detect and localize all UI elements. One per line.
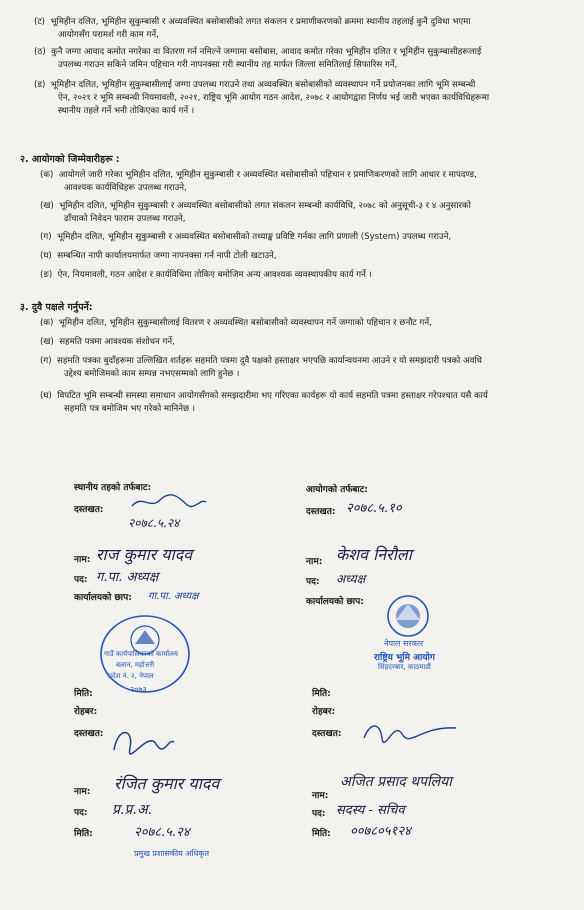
commission-witness-date-value: ००७८०५१२४ xyxy=(350,824,411,839)
commission-witness-label: रोहबर: xyxy=(312,707,336,717)
local-witness-signature-label: दस्तखत: xyxy=(74,729,104,739)
local-seal-line-4: २०७३ xyxy=(130,685,147,694)
commission-witness-post-label: पद: xyxy=(312,809,326,819)
commission-witness-name-value: अजित प्रसाद थपलिया xyxy=(340,774,452,790)
sec2-item-ka: (क) आयोगले जारी गरेका भूमिहीन दलित, भूमिहीन सुकुम्बासी र अव्यवस्थित बसोबासीको पहिचान र प्रमाणिकरणको लागि आधार र मापदण्ड, आवश्यक कार्यविधिहरू उपलब्ध गराउने, xyxy=(40,170,477,193)
local-signature-label: दस्तखत: xyxy=(74,505,104,515)
commission-seal-line-1: नेपाल सरकार xyxy=(384,639,424,648)
local-seal-line-3: प्रदेश नं. २, नेपाल xyxy=(108,672,154,680)
section3-heading: ३. दुवै पक्षले गर्नुपर्ने: xyxy=(20,302,93,313)
sec2-item-kha: (ख) भूमिहीन दलित, भूमिहीन सुकुम्बासी र अव्यवस्थित बसोबासीको लगत संकलन सम्बन्धी कार्यविधि, २०७८ को अनुसूची-३ र ४ अनुसारको ढाँचाको निवेदन फाराम उपलब्ध गराउने, xyxy=(40,201,471,224)
local-office-seal-label: कार्यालयको छाप: xyxy=(74,593,132,603)
local-witness-name-value: रंजित कुमार यादव xyxy=(114,774,220,793)
sec3-item-kha: (ख) सहमति पत्रमा आवश्यक संशोधन गर्ने, xyxy=(40,337,175,347)
local-name-label: नाम: xyxy=(74,555,91,565)
commission-seal-line-3: सिंहदरबार, काठमाडौं xyxy=(378,663,431,671)
commission-post-value: अध्यक्ष xyxy=(336,572,366,586)
commission-office-seal-label: कार्यालयको छाप: xyxy=(306,597,364,607)
commission-witness-name-label: नाम: xyxy=(312,791,329,801)
local-witness-signature-image xyxy=(108,722,178,762)
local-witness-post-value: प्र.प्र.अ. xyxy=(112,802,152,818)
local-side-heading: स्थानीय तहको तर्फबाट: xyxy=(74,483,152,493)
sec2-item-ga: (ग) भूमिहीन दलित, भूमिहीन सुकुम्बासी र अव्यवस्थित बसोबासीको तथ्याङ्क प्रविष्टि गर्नका लागि प्रणाली (System) उपलब्ध गराउने, xyxy=(40,232,452,242)
local-name-value: राज कुमार यादव xyxy=(96,545,193,564)
commission-sign-date: २०७८.५.१० xyxy=(346,501,402,516)
local-witness-post-label: पद: xyxy=(74,808,88,818)
commission-date-label: मिति: xyxy=(312,689,331,699)
commission-witness-signature-label: दस्तखत: xyxy=(312,729,342,739)
commission-witness-post-value: सदस्य - सचिव xyxy=(336,803,405,818)
sec3-item-gha: (घ) विपटित भूमि सम्बन्धी समस्या समाधान आयोगसँगको समझदारीमा भए गरिएका कार्यहरू यो कार्य सहमति पत्रमा हस्ताक्षर गरेपश्चात यसै कार्य सहमति पत्र बमोजिम भए गरेको मानिनेछ । xyxy=(40,391,488,414)
local-witness-name-label: नाम: xyxy=(74,787,91,797)
local-post-value: ग.पा. अध्यक्ष xyxy=(96,570,159,585)
local-witness-date-label: मिति: xyxy=(74,829,93,839)
local-seal-line-2: बलान, महोत्तरी xyxy=(116,661,155,669)
sec2-item-nga: (ङ) ऐन, नियमावली, गठन आदेश र कार्यविधिमा तोकिए बमोजिम अन्य आवश्यक व्यवस्थापकीय कार्य गर्ने । xyxy=(40,270,372,280)
sec3-item-ka: (क) भूमिहीन दलित, भूमिहीन सुकुम्बासीलाई वितरण र अव्यवस्थित बसोबासीको व्यवस्थापन गर्ने जग्गाको पहिचान र छनौट गर्ने, xyxy=(40,318,432,328)
commission-witness-signature-image xyxy=(360,716,460,746)
sec3-item-ga: (ग) सहमति पत्रका बुदाँहरूमा उल्लिखित शर्तहरू सहमति पत्रमा दुवै पक्षको हस्ताक्षर भएपछि कार्यान्वयनमा आउने र यो समझदारी पत्रको अवधि उद्देश्य बमोजिमको काम सम्पन्न नभएसम्मको लागि हुनेछ । xyxy=(40,356,482,379)
commission-post-label: पद: xyxy=(306,577,320,587)
commission-witness-date-label: मिति: xyxy=(312,829,331,839)
local-signature-image xyxy=(128,492,208,512)
sec2-item-gha: (घ) सम्बन्धित नापी कार्यालयमार्फत जग्गा नापनक्सा गर्न नापी टोली खटाउने, xyxy=(40,251,277,261)
local-post-label: पद: xyxy=(74,575,88,585)
commission-signature-label: दस्तखत: xyxy=(306,507,336,517)
local-seal-text: गा.पा. अध्यक्ष xyxy=(148,591,199,602)
local-seal-line-1: गाउँ कार्यपालिकाको कार्यालय xyxy=(104,650,178,658)
commission-name-label: नाम: xyxy=(306,557,323,567)
local-witness-stamp-line: प्रमुख प्रशासकीय अधिकृत xyxy=(134,849,210,858)
commission-name-value: केशव निरौला xyxy=(336,545,412,564)
local-witness-label: रोहबर: xyxy=(74,707,98,717)
section2-heading: २. आयोगको जिम्मेवारीहरू : xyxy=(20,154,120,165)
local-date-label: मिति: xyxy=(74,689,93,699)
commission-side-heading: आयोगको तर्फबाट: xyxy=(306,485,368,495)
item-tha: (ठ) कुनै जग्गा आवाद कमोत नगरेका वा वितरण गर्न नमिल्ने जग्गामा बसोबास, आवाद कमोत गरेका भूमिहीन दलित र भूमिहीन सुकुम्बासीहरूलाई उपलब्ध गराउन सकिने जमिन पहिचान गरी नापनक्सा गरी स्थानीय तह मार्फत जिल्ला समितिलाई सिफारिस गर्ने, xyxy=(34,47,482,70)
item-ta: (ट) भूमिहीन दलित, भूमिहीन सुकुम्बासी र अव्यवस्थित बसोबासीको लगत संकलन र प्रमाणीकरणको क्रममा स्थानीय तहलाई कुनै दुविधा भएमा आयोगसँग परामर्श गरी काम गर्ने, xyxy=(34,17,471,40)
item-da: (ड) भूमिहीन दलित, भूमिहीन सुकुम्बासीलाई जग्गा उपलब्ध गराउने तथा अव्यवस्थित बसोबासीको व्यवस्थापन गर्ने प्रयोजनका लागि भूमि सम्बन्धी ऐन, २०२१ र भूमि सम्बन्धी नियमावली, २०२१, राष्ट्रिय भूमि आयोग गठन आदेश, २०७८ र आयोगद्वारा निर्णय भई जारी भएका कार्यविधिहरूमा स्थानीय तहले गर्ने भनी तोकिएका कार्य गर्ने । xyxy=(34,80,490,116)
local-sign-date: २०७८.५.२४ xyxy=(128,516,180,530)
local-witness-date-value: २०७८.५.२४ xyxy=(134,825,190,840)
commission-seal-line-2: राष्ट्रिय भूमि आयोग xyxy=(374,653,435,663)
